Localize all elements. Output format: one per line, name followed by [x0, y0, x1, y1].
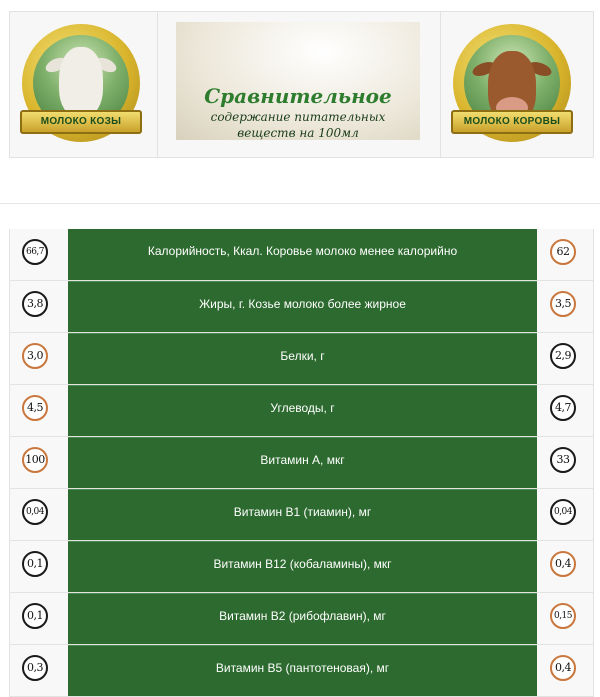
- nutrient-label: Витамин В5 (пантотеновая), мг: [68, 645, 537, 696]
- goat-milk-cell: [10, 12, 158, 157]
- goat-value-cell: [9, 229, 68, 280]
- cow-value-badge: 33: [550, 447, 576, 473]
- nutrient-label: Калорийность, Ккал. Коровье молоко менее калорийно: [68, 229, 537, 280]
- cow-value-cell: [537, 645, 594, 696]
- goat-value-cell: [9, 541, 68, 592]
- table-row: [9, 281, 594, 333]
- goat-value-badge: 0,1: [22, 551, 48, 577]
- goat-value-badge: 0,1: [22, 603, 48, 629]
- goat-value-cell: [9, 645, 68, 696]
- goat-value-cell: [9, 593, 68, 644]
- title-cell: [158, 12, 441, 157]
- title-line-1: Сравнительное: [204, 84, 392, 108]
- nutrient-label: Углеводы, г: [68, 385, 537, 436]
- cow-value-cell: [537, 333, 594, 384]
- cow-value-cell: [537, 593, 594, 644]
- cow-value-cell: [537, 385, 594, 436]
- cow-value-cell: [537, 541, 594, 592]
- table-row: [9, 645, 594, 697]
- cow-value-cell: [537, 281, 594, 332]
- goat-value-badge: 0,3: [22, 655, 48, 681]
- nutrient-label: Жиры, г. Козье молоко более жирное: [68, 281, 537, 332]
- title-line-2: содержание питательных: [210, 110, 386, 124]
- table-row: [9, 437, 594, 489]
- nutrient-table: [9, 229, 594, 697]
- cow-value-cell: [537, 229, 594, 280]
- cow-value-badge: 3,5: [550, 291, 576, 317]
- title-image: [176, 22, 420, 140]
- goat-value-cell: [9, 281, 68, 332]
- table-row: [9, 541, 594, 593]
- table-row: [9, 489, 594, 541]
- table-row: [9, 385, 594, 437]
- cow-value-cell: [537, 489, 594, 540]
- table-row: [9, 333, 594, 385]
- table-row: [9, 593, 594, 645]
- nutrient-label: Витамин В12 (кобаламины), мкг: [68, 541, 537, 592]
- goat-value-badge: 3,0: [22, 343, 48, 369]
- goat-value-cell: [9, 489, 68, 540]
- goat-value-badge: 100: [22, 447, 48, 473]
- cow-value-badge: 0,4: [550, 551, 576, 577]
- goat-value-badge: 4,5: [22, 395, 48, 421]
- nutrient-label: Белки, г: [68, 333, 537, 384]
- cow-value-badge: 0,15: [550, 603, 576, 629]
- goat-value-badge: 3,8: [22, 291, 48, 317]
- table-row: [9, 229, 594, 281]
- goat-value-cell: [9, 333, 68, 384]
- section-divider: [0, 203, 600, 204]
- goat-value-badge: 66,7: [22, 239, 48, 265]
- cow-value-cell: [537, 437, 594, 488]
- cow-milk-label: МОЛОКО КОРОВЫ: [451, 110, 573, 134]
- goat-value-cell: [9, 437, 68, 488]
- nutrient-label: Витамин В2 (рибофлавин), мг: [68, 593, 537, 644]
- cow-value-badge: 2,9: [550, 343, 576, 369]
- goat-value-badge: 0,04: [22, 499, 48, 525]
- nutrient-label: Витамин В1 (тиамин), мг: [68, 489, 537, 540]
- cow-value-badge: 0,04: [550, 499, 576, 525]
- nutrient-label: Витамин А, мкг: [68, 437, 537, 488]
- cow-milk-cell: [441, 12, 593, 157]
- cow-value-badge: 0,4: [550, 655, 576, 681]
- header-banner: [9, 11, 594, 158]
- cow-value-badge: 62: [550, 239, 576, 265]
- goat-value-cell: [9, 385, 68, 436]
- goat-milk-label: МОЛОКО КОЗЫ: [20, 110, 142, 134]
- cow-value-badge: 4,7: [550, 395, 576, 421]
- title-line-3: веществ на 100мл: [237, 126, 359, 140]
